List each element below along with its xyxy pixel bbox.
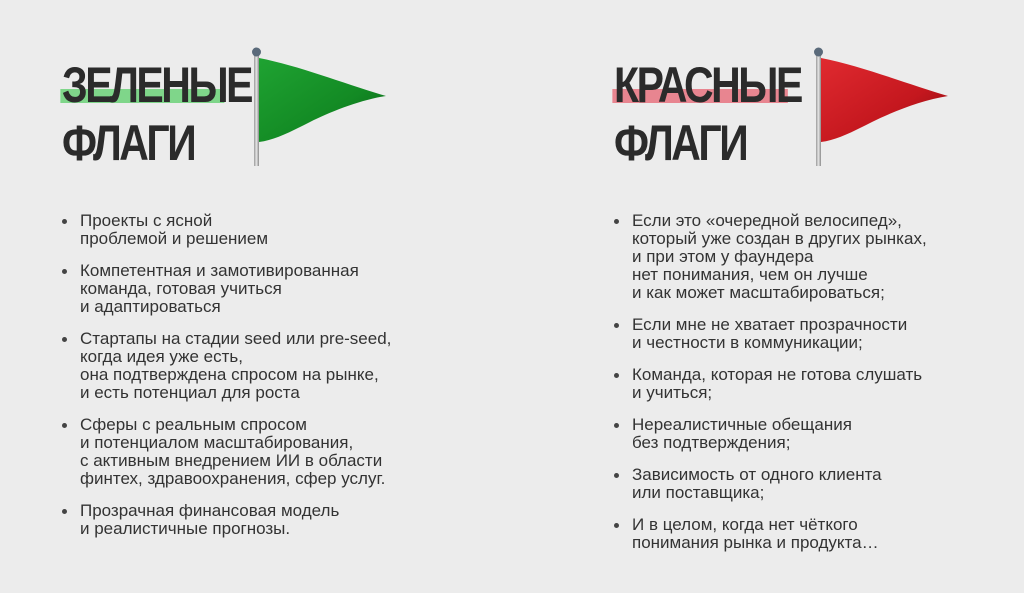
list-item: Команда, которая не готова слушать и учиться; <box>614 366 994 402</box>
red-flags-title <box>614 56 801 172</box>
green-flag-icon <box>250 46 450 168</box>
green-flags-title <box>62 56 251 172</box>
list-item: Нереалистичные обещания без подтверждения; <box>614 416 994 452</box>
red-flags-section <box>614 0 1024 593</box>
list-item: Если мне не хватает прозрачности и честности в коммуникации; <box>614 316 994 352</box>
list-item: И в целом, когда нет чёткого понимания рынка и продукта… <box>614 516 994 552</box>
list-item: Проекты с ясной проблемой и решением <box>62 212 452 248</box>
list-item: Компетентная и замотивированная команда, готовая учиться и адаптироваться <box>62 262 452 316</box>
list-item: Если это «очередной велосипед», который уже создан в других рынках, и при этом у фаундера нет понимания, чем он лучше и как может масштабироваться; <box>614 212 994 302</box>
green-title-line2: ФЛАГИ <box>62 115 195 171</box>
red-flags-list <box>614 212 994 566</box>
list-item: Прозрачная финансовая модель и реалистичные прогнозы. <box>62 502 452 538</box>
green-flags-section <box>62 0 502 593</box>
red-flag-icon <box>812 46 1012 168</box>
green-flags-list <box>62 212 452 552</box>
list-item: Сферы с реальным спросом и потенциалом масштабирования, с активным внедрением ИИ в области финтех, здравоохранения, сфер услуг. <box>62 416 452 488</box>
list-item: Зависимость от одного клиента или поставщика; <box>614 466 994 502</box>
list-item: Стартапы на стадии seed или pre-seed, когда идея уже есть, она подтверждена спросом на рынке, и есть потенциал для роста <box>62 330 452 402</box>
red-title-line2: ФЛАГИ <box>614 115 747 171</box>
red-title-line1: КРАСНЫЕ <box>614 57 801 113</box>
green-title-line1: ЗЕЛЕНЫЕ <box>62 57 252 113</box>
